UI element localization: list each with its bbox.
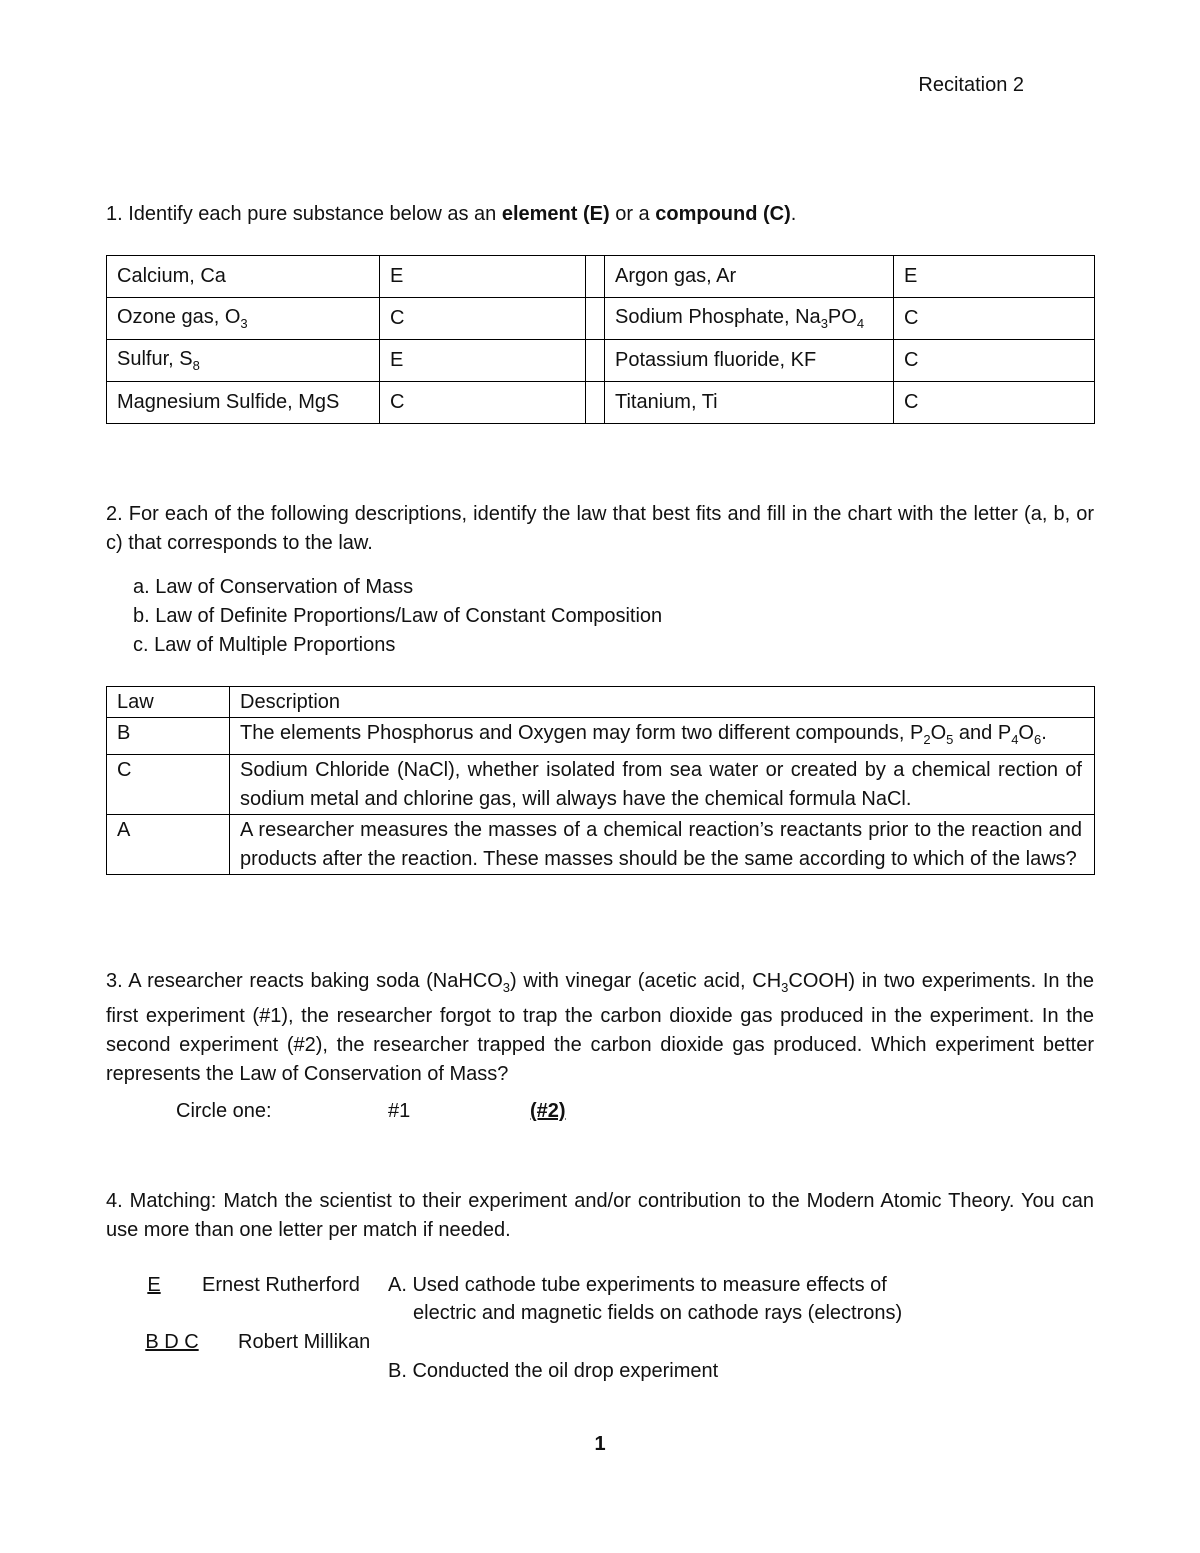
substance-answer: C bbox=[380, 298, 586, 340]
element-label: element (E) bbox=[501, 203, 610, 225]
law-description: Sodium Chloride (NaCl), whether isolated from sea water or created by a chemical rection of sodium metal and chlorine gas, will always have the chemical formula NaCl. bbox=[230, 755, 1095, 815]
choice-text: Used cathode tube experiments to measure effects of bbox=[412, 1274, 887, 1296]
substance-answer: C bbox=[894, 340, 1095, 382]
substance-answer: E bbox=[380, 256, 586, 298]
description-column-header: Description bbox=[230, 687, 1095, 718]
question-3-prompt: 3. A researcher reacts baking soda (NaHCO$_3$) with vinegar (acetic acid, $CH_3COOH$) in two experiments. In the first experiment (#1), the researcher forgot to trap the carbon dioxide gas produced in the experiment. In the second experiment (#2), the researcher trapped the carbon dioxide gas produced. Which experiment better represents the Law of Conservation of Mass? bbox=[106, 970, 1094, 1085]
experiment-option-2: (#2) bbox=[530, 1100, 566, 1122]
table-row bbox=[107, 755, 1095, 815]
substance-name: Sodium Phosphate, $Na_3PO_4$ bbox=[605, 298, 894, 340]
match-answer-blank: B D C bbox=[145, 1331, 199, 1353]
table-row bbox=[107, 340, 1095, 382]
substance-answer: C bbox=[894, 298, 1095, 340]
match-row bbox=[106, 1274, 360, 1297]
substance-name: Argon gas, Ar bbox=[605, 256, 894, 298]
law-description: A researcher measures the masses of a chemical reaction’s reactants prior to the reaction and products after the reaction. These masses should be the same according to which of the laws? bbox=[230, 815, 1095, 875]
table-spacer bbox=[586, 340, 605, 382]
substance-table bbox=[106, 255, 1095, 424]
question-text: Identify each pure substance below as an bbox=[128, 203, 497, 225]
substance-answer: C bbox=[380, 382, 586, 424]
substance-name: Sulfur, $S_8$ bbox=[107, 340, 380, 382]
table-header-row bbox=[107, 687, 1095, 718]
question-4-prompt: 4. Matching: Match the scientist to their experiment and/or contribution to the Modern Atomic Theory. You can use more than one letter per match if needed. bbox=[106, 1190, 1094, 1241]
law-description: The elements Phosphorus and Oxygen may form two different compounds, $P_2O_5$ and $P_4O_6$. bbox=[230, 718, 1095, 755]
compound-label: compound (C) bbox=[655, 203, 791, 225]
choice-text: Conducted the oil drop experiment bbox=[412, 1360, 719, 1382]
match-row bbox=[106, 1331, 370, 1354]
choice-a-continued: electric and magnetic fields on cathode rays (electrons) bbox=[413, 1302, 903, 1324]
table-row bbox=[107, 382, 1095, 424]
choice-a bbox=[388, 1274, 887, 1297]
table-row bbox=[107, 718, 1095, 755]
question-text: or a bbox=[615, 203, 650, 225]
law-answer: C bbox=[107, 755, 230, 815]
question-number: 1. bbox=[106, 203, 123, 225]
substance-name: Magnesium Sulfide, MgS bbox=[107, 382, 380, 424]
substance-answer: E bbox=[380, 340, 586, 382]
page-number: 1 bbox=[594, 1433, 606, 1455]
law-option-a: a. Law of Conservation of Mass bbox=[133, 576, 414, 598]
law-option-b: b. Law of Definite Proportions/Law of Constant Composition bbox=[133, 605, 663, 627]
question-text: . bbox=[790, 203, 797, 225]
document-header: Recitation 2 bbox=[918, 74, 1024, 96]
table-row bbox=[107, 298, 1095, 340]
substance-name: Ozone gas, $O_3$ bbox=[107, 298, 380, 340]
match-answer-blank: E bbox=[147, 1274, 161, 1296]
table-spacer bbox=[586, 298, 605, 340]
law-table bbox=[106, 686, 1095, 875]
choice-letter: B. bbox=[388, 1360, 407, 1382]
substance-answer: C bbox=[894, 382, 1095, 424]
question-2-prompt: 2. For each of the following descriptions, identify the law that best fits and fill in the chart with the letter (a, b, or c) that corresponds to the law. bbox=[106, 503, 1094, 554]
choice-b bbox=[388, 1360, 718, 1383]
substance-name: Potassium fluoride, KF bbox=[605, 340, 894, 382]
table-row bbox=[107, 256, 1095, 298]
substance-name: Calcium, Ca bbox=[107, 256, 380, 298]
scientist-name: Robert Millikan bbox=[238, 1331, 371, 1353]
law-answer: B bbox=[107, 718, 230, 755]
table-row bbox=[107, 815, 1095, 875]
table-spacer bbox=[586, 382, 605, 424]
question-1-prompt bbox=[106, 200, 1094, 229]
table-spacer bbox=[586, 256, 605, 298]
law-option-c: c. Law of Multiple Proportions bbox=[133, 634, 396, 656]
law-column-header: Law bbox=[107, 687, 230, 718]
law-answer: A bbox=[107, 815, 230, 875]
experiment-option-1: #1 bbox=[388, 1100, 411, 1122]
circle-one-label: Circle one: bbox=[176, 1100, 272, 1122]
scientist-name: Ernest Rutherford bbox=[202, 1274, 360, 1296]
substance-answer: E bbox=[894, 256, 1095, 298]
choice-letter: A. bbox=[388, 1274, 407, 1296]
substance-name: Titanium, Ti bbox=[605, 382, 894, 424]
